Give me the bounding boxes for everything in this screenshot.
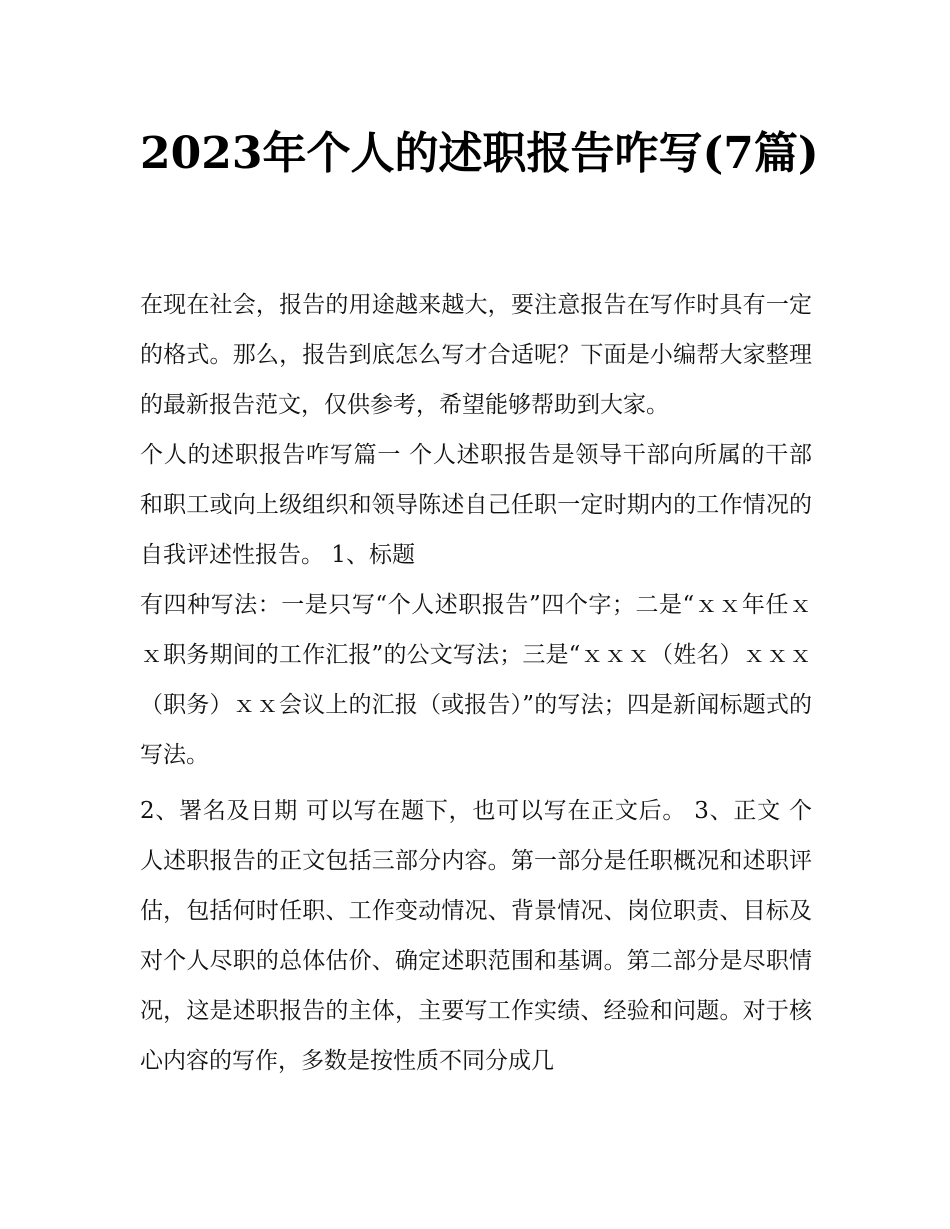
- paragraph-intro: 在现在社会，报告的用途越来越大，要注意报告在写作时具有一定的格式。那么，报告到底怎么写才合适呢？下面是小编帮大家整理的最新报告范文，仅供参考，希望能够帮助到大家。: [140, 292, 812, 418]
- document-body: [140, 280, 812, 1086]
- paragraph-signature-body: 2、署名及日期 可以写在题下，也可以写在正文后。 3、正文 个人述职报告的正文包括三部分内容。第一部分是任职概况和述职评估，包括何时任职、工作变动情况、背景情况、岗位职责、目标及对个人尽职的总体估价、确定述职范围和基调。第二部分是尽职情况，这是述职报告的主体，主要写工作实绩、经验和问题。对于核心内容的写作，多数是按性质不同分成几: [140, 798, 812, 1074]
- document-title: 2023年个人的述职报告咋写(7篇): [140, 128, 819, 179]
- paragraph-section-one: 个人的述职报告咋写篇一 个人述职报告是领导干部向所属的干部和职工或向上级组织和领导陈述自己任职一定时期内的工作情况的自我评述性报告。 1、标题: [140, 442, 812, 568]
- paragraph-title-methods: 有四种写法：一是只写“个人述职报告”四个字；二是“ｘｘ年任ｘｘ职务期间的工作汇报”的公文写法；三是“ｘｘｘ（姓名）ｘｘｘ（职务）ｘｘ会议上的汇报（或报告）”的写法；四是新闻标题式的写法。: [140, 592, 812, 768]
